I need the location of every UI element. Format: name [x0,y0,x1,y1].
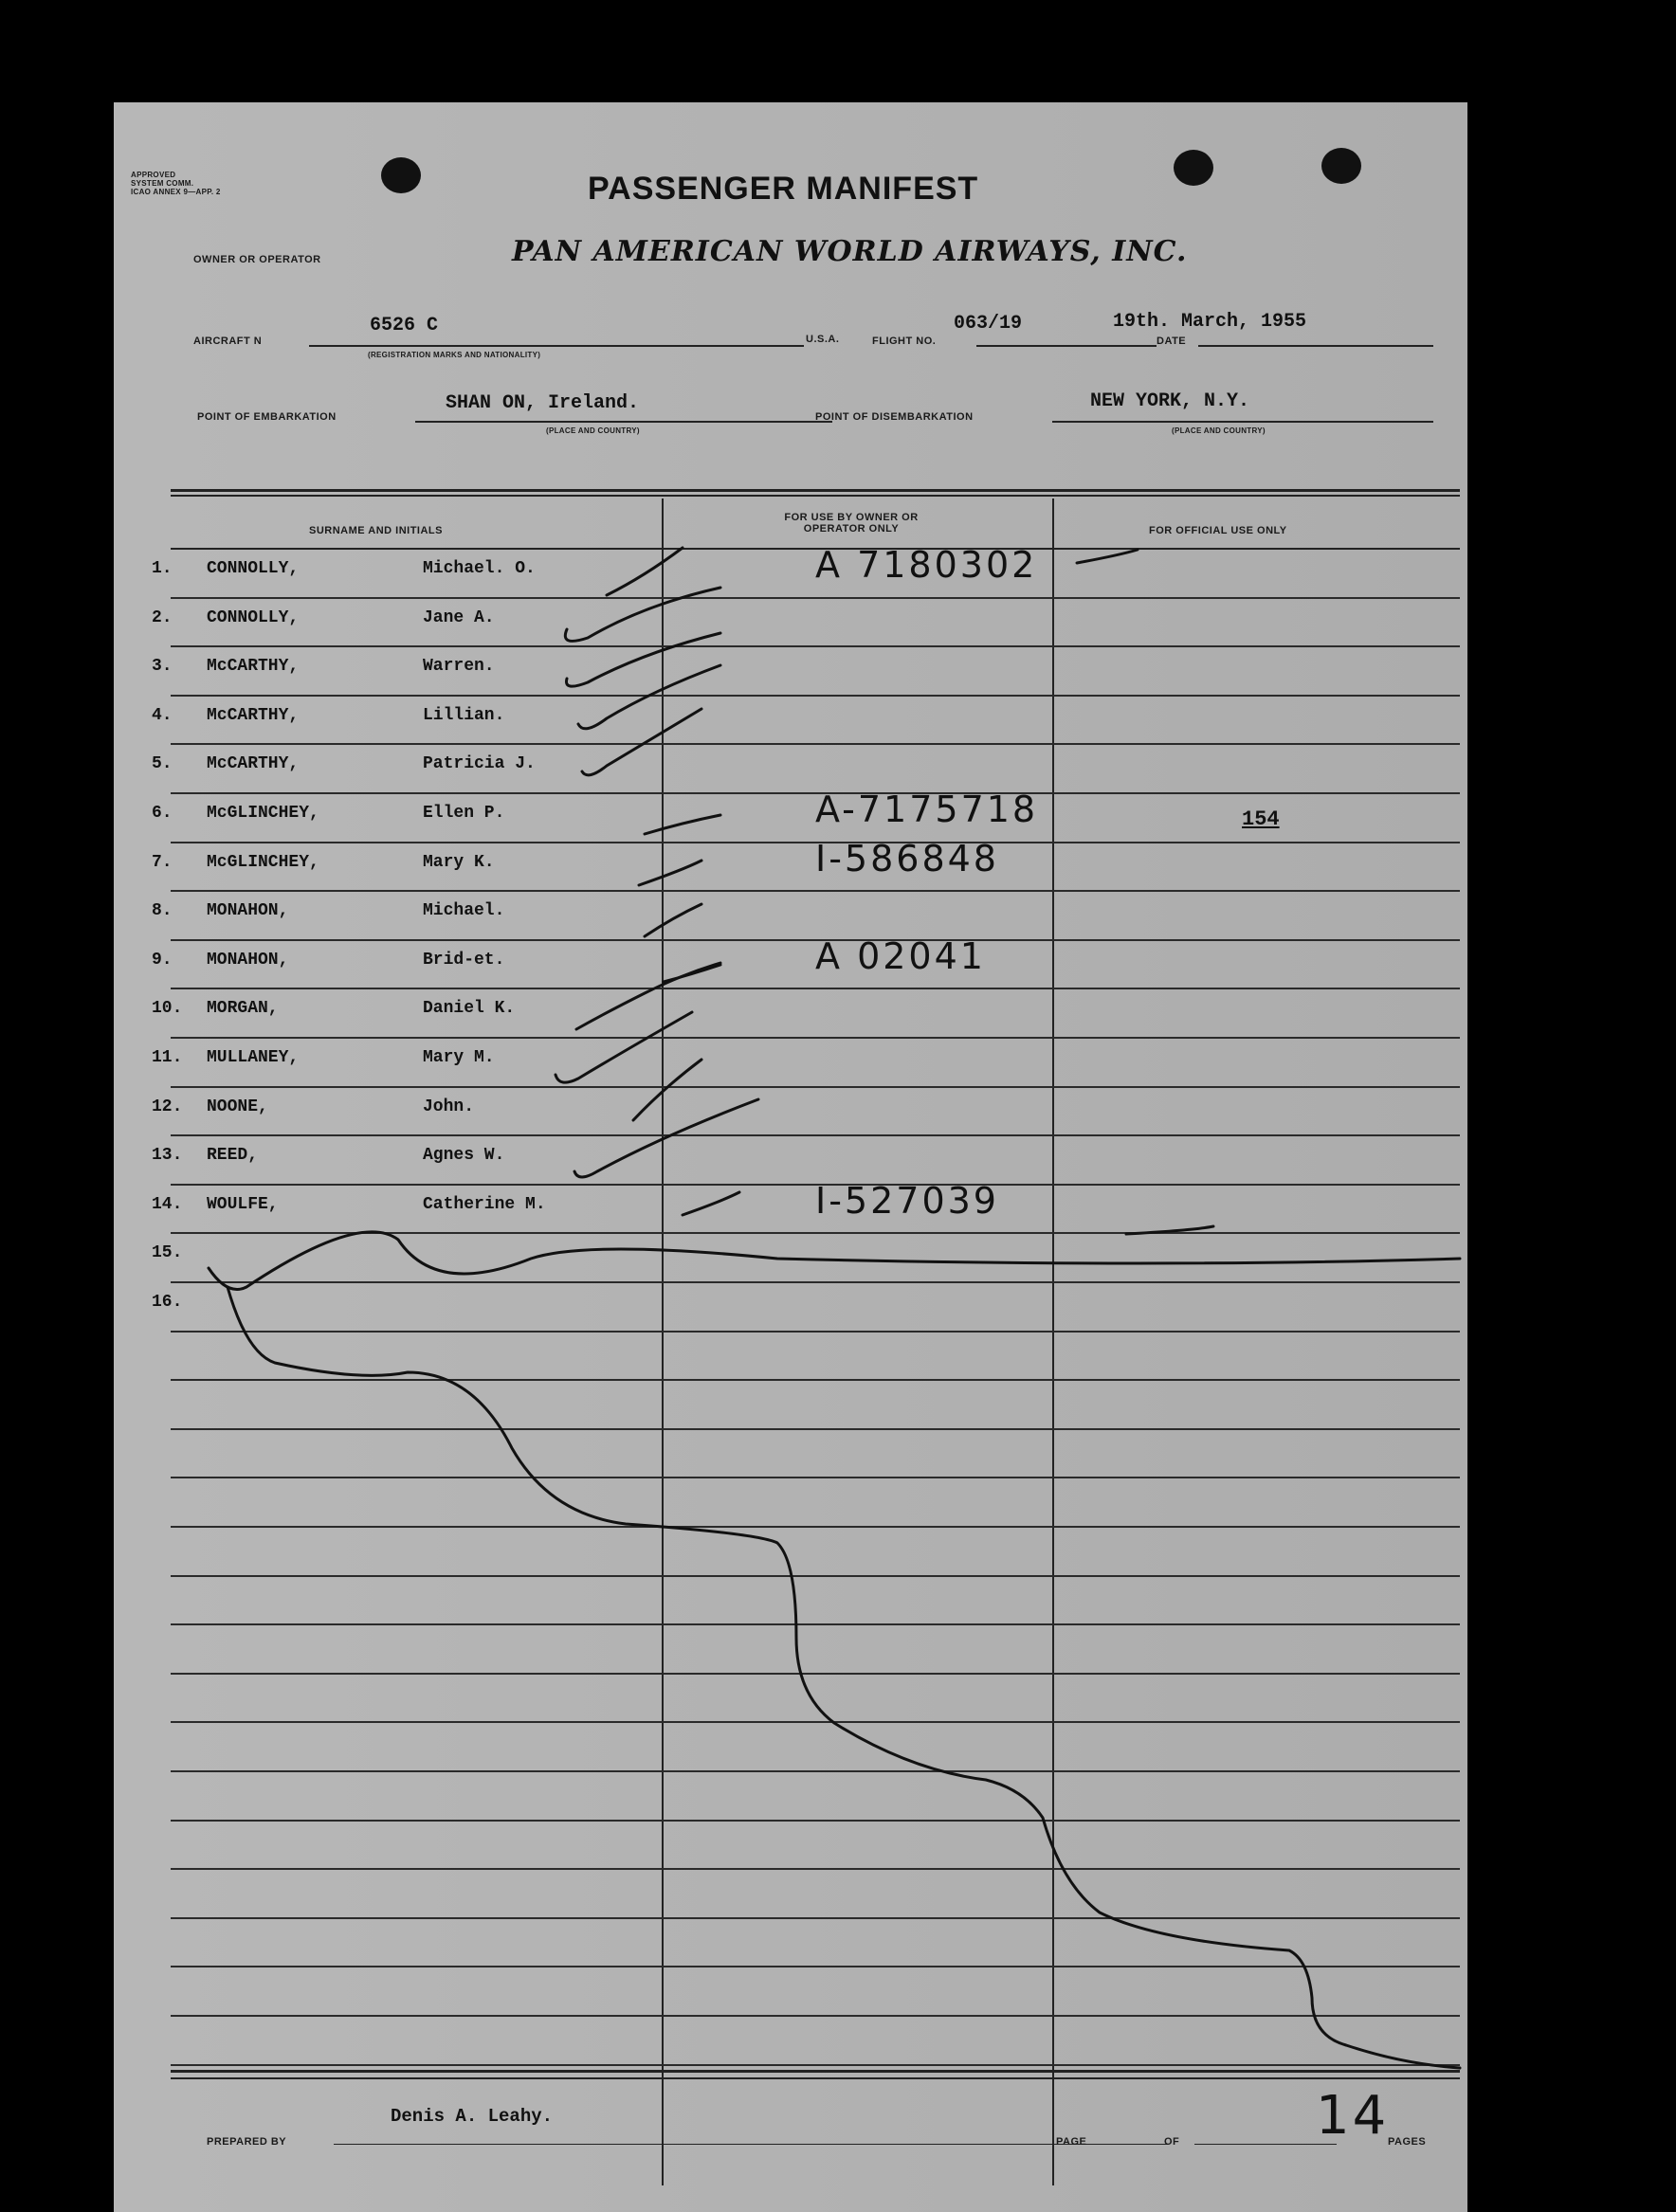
passenger-given-name: Warren. [423,657,495,677]
prepared-value: Denis A. Leahy. [391,2106,554,2127]
approval-line: SYSTEM COMM. [131,179,194,188]
passenger-surname: MORGAN, [207,999,279,1019]
void-line [209,1232,1460,1290]
flight-label: FLIGHT NO. [872,335,937,347]
date-value: 19th. March, 1955 [1113,311,1307,333]
date-label: DATE [1157,335,1187,347]
usa-label: U.S.A. [806,334,840,345]
row-number: 7. [152,852,173,872]
passenger-surname: McCARTHY, [207,705,300,725]
embark-value: SHAN ON, Ireland. [446,392,640,414]
row-number: 2. [152,607,173,627]
approval-line: APPROVED [131,171,176,179]
handwritten-marks [114,102,1467,2212]
passenger-surname: McCARTHY, [207,657,300,677]
passenger-given-name: Jane A. [423,607,495,627]
row-number: 1. [152,559,173,578]
check-mark-icon [565,588,720,641]
airline-name: PAN AMERICAN WORLD AIRWAYS, INC. [512,235,1188,268]
manifest-sheet [114,102,1467,2212]
pages-count: 14 [1316,2085,1390,2147]
passenger-given-name: Catherine M. [423,1194,546,1214]
row-number: 11. [152,1048,183,1067]
flight-value: 063/19 [954,313,1023,335]
disembark-label: POINT OF DISEMBARKATION [815,411,974,423]
pages-label: PAGES [1388,2136,1427,2148]
passenger-surname: McCARTHY, [207,754,300,774]
owner-note: A-7175718 [815,789,1039,830]
approval-line: ICAO ANNEX 9—APP. 2 [131,188,221,196]
page-title: PASSENGER MANIFEST [588,171,979,207]
row-number: 16. [152,1293,183,1312]
aircraft-label: AIRCRAFT N [193,335,263,347]
passenger-given-name: Mary M. [423,1048,495,1067]
row-number: 5. [152,754,173,774]
passenger-surname: REED, [207,1146,259,1166]
check-mark-icon [556,1012,692,1082]
check-mark-icon [574,1099,758,1177]
check-mark-icon [633,1060,701,1120]
passenger-given-name: Agnes W. [423,1146,505,1166]
aircraft-value: 6526 C [370,315,439,336]
row-number: 9. [152,950,173,970]
col-surname-header: SURNAME AND INITIALS [309,525,443,536]
strike-line-icon [683,1192,739,1215]
passenger-given-name: Lillian. [423,705,505,725]
passenger-given-name: Mary K. [423,852,495,872]
prepared-label: PREPARED BY [207,2136,287,2148]
page-label: PAGE [1056,2136,1087,2148]
check-mark-icon [566,633,720,686]
passenger-surname: MULLANEY, [207,1048,300,1067]
margin-dash [1077,550,1138,563]
row-number: 8. [152,901,173,921]
passenger-surname: McGLINCHEY, [207,852,319,872]
row-number: 4. [152,705,173,725]
passenger-surname: NOONE, [207,1097,268,1116]
strike-line-icon [645,815,720,834]
of-label: OF [1164,2136,1180,2148]
passenger-given-name: John. [423,1097,475,1116]
row-number: 10. [152,999,183,1019]
strike-line-icon [639,861,701,885]
place-caption: (PLACE AND COUNTRY) [546,426,640,435]
passenger-surname: McGLINCHEY, [207,804,319,823]
passenger-surname: MONAHON, [207,950,289,970]
registration-caption: (REGISTRATION MARKS AND NATIONALITY) [368,351,541,359]
passenger-given-name: Ellen P. [423,804,505,823]
row-number: 15. [152,1243,183,1263]
passenger-surname: MONAHON, [207,901,289,921]
embark-label: POINT OF EMBARKATION [197,411,337,423]
owner-label: OWNER OR OPERATOR [193,254,321,265]
row-number: 14. [152,1194,183,1214]
disembark-value: NEW YORK, N.Y. [1090,390,1250,412]
owner-note: A 02041 [815,934,986,977]
strike-line-icon [645,904,701,936]
row-number: 6. [152,804,173,823]
official-note: 154 [1242,807,1280,831]
passenger-given-name: Michael. [423,901,505,921]
void-line [228,1287,1460,2068]
passenger-surname: CONNOLLY, [207,607,300,627]
passenger-given-name: Brid-et. [423,950,505,970]
passenger-given-name: Patricia J. [423,754,536,774]
passenger-surname: WOULFE, [207,1194,279,1214]
row-number: 12. [152,1097,183,1116]
margin-dash [1126,1226,1213,1234]
owner-note: I-527039 [815,1179,999,1222]
col-official-header: FOR OFFICIAL USE ONLY [1149,525,1287,536]
col-owner-header: FOR USE BY OWNER OR OPERATOR ONLY [784,512,919,535]
check-mark-icon [582,709,701,775]
place-caption: (PLACE AND COUNTRY) [1172,426,1266,435]
row-number: 3. [152,657,173,677]
check-mark-icon [607,548,683,595]
passenger-given-name: Michael. O. [423,559,536,578]
row-number: 13. [152,1146,183,1166]
owner-note: A 7180302 [815,544,1038,586]
passenger-given-name: Daniel K. [423,999,516,1019]
owner-note: I-586848 [815,837,999,879]
passenger-surname: CONNOLLY, [207,559,300,578]
